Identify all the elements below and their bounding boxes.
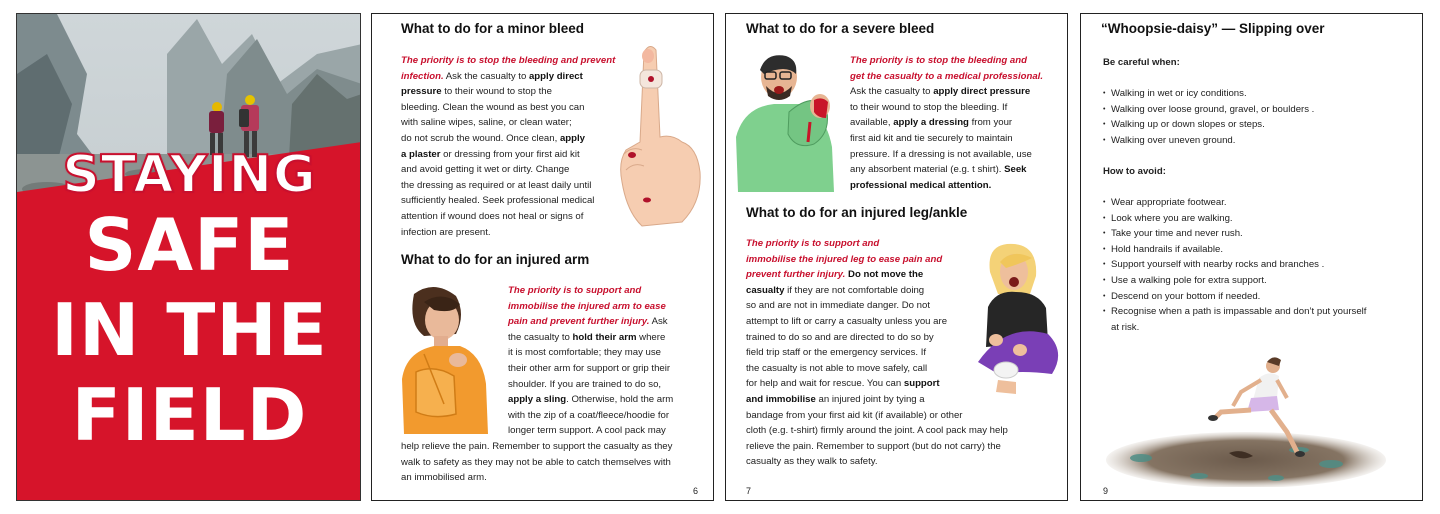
cover-title-staying: STAYING	[62, 145, 317, 205]
heading-severe-bleed: What to do for a severe bleed	[746, 21, 935, 36]
minor-bleed-text: The priority is to stop the bleeding and prevent infection. Ask the casualty to apply direct pressure to their wound to stop the bleeding. Clean the wound as best you can with saline wipes, saline, or clean water; do not scrub the wound. Once clean, apply a plaster or dressing from your first aid kit and avoid getting it wet or dirty. Change the dressing as required or at least daily until sufficiently healed. Seek professional medical attention if wound does not heal or signs of infection are present.	[401, 55, 616, 238]
list-item: • Walking in wet or icy conditions.	[1103, 86, 1403, 102]
cover-title-safe: SAFE	[84, 203, 295, 287]
list-item: • Descend on your bottom if needed.	[1103, 289, 1418, 305]
list-item: • Support yourself with nearby rocks and branches .	[1103, 257, 1418, 273]
page-number: 7	[746, 486, 752, 496]
avoid-list	[1103, 195, 1418, 304]
page-9	[1080, 13, 1423, 501]
list-item: • Hold handrails if available.	[1103, 242, 1418, 258]
page-number: 6	[693, 486, 699, 496]
severe-bleed-text: The priority is to stop the bleeding and get the casualty to a medical professional. Ask the casualty to apply direct pressure to their wound to stop the bleeding. If available, apply a dressing from your first aid kit and tie securely to maintain pressure. If a dressing is not available, use any absorbent material (e.g. t shirt). Seek professional medical attention.	[850, 55, 1043, 191]
injured-leg-text: The priority is to support and immobilise the injured leg to ease pain and prevent further injury. Do not move the casualty if they are not comfortable doing so and are not in immediate danger. Do not attempt to lift or carry a casualty unless you are trained to do so and are directed to do so by field trip staff or the emergency services. If the casualty is not able to move safely, call for help and wait for rescue. You can support and immobilise an injured joint by tying a bandage from your first aid kit (if available) or other cloth (e.g. t-shirt) firmly around the joint. A cool pack may help relieve the pain. Remember to support (but do not carry) the casualty as they walk to safety.	[746, 238, 1008, 468]
heading-minor-bleed: What to do for a minor bleed	[401, 21, 584, 36]
avoid-heading: How to avoid:	[1103, 166, 1166, 177]
list-item: • Wear appropriate footwear.	[1103, 195, 1418, 211]
cover-title-field: FIELD	[71, 373, 308, 457]
heading-injured-arm: What to do for an injured arm	[401, 252, 590, 267]
page-number: 9	[1103, 486, 1109, 496]
page-7	[725, 13, 1068, 501]
list-item: • Walking up or down slopes or steps.	[1103, 117, 1403, 133]
list-item: • Recognise when a path is impassable and don’t put yourself at risk.	[1103, 304, 1418, 335]
severe-bleed-illustration	[734, 52, 844, 192]
slipping-illustration	[1101, 352, 1391, 487]
list-item: • Walking over loose ground, gravel, or boulders .	[1103, 102, 1403, 118]
heading-slipping-over: “Whoopsie-daisy” — Slipping over	[1101, 21, 1325, 36]
finger-plaster-illustration	[612, 42, 712, 227]
list-item: • Look where you are walking.	[1103, 211, 1418, 227]
careful-heading: Be careful when:	[1103, 57, 1180, 68]
list-item: • Take your time and never rush.	[1103, 226, 1418, 242]
cover-title-in-the: IN THE	[51, 288, 328, 372]
list-item: • Walking over uneven ground.	[1103, 133, 1403, 149]
careful-list	[1103, 86, 1403, 148]
page-6	[371, 13, 714, 501]
heading-injured-leg: What to do for an injured leg/ankle	[746, 205, 968, 220]
cover-page	[16, 13, 361, 501]
injured-arm-text: The priority is to support and immobilise the injured arm to ease pain and prevent further injury. Ask the casualty to hold their arm where it is most comfortable; they may use their other arm for support or grip their shoulder. If you are trained to do so, apply a sling. Otherwise, hold the arm with the zip of a coat/fleece/hoodie for longer term support. A cool pack may help relieve the pain. Remember to support the casualty as they walk to safety as they may not be able to catch themselves with an immobilised arm.	[401, 285, 674, 484]
avoid-last-item	[1103, 304, 1418, 335]
list-item: • Use a walking pole for extra support.	[1103, 273, 1418, 289]
